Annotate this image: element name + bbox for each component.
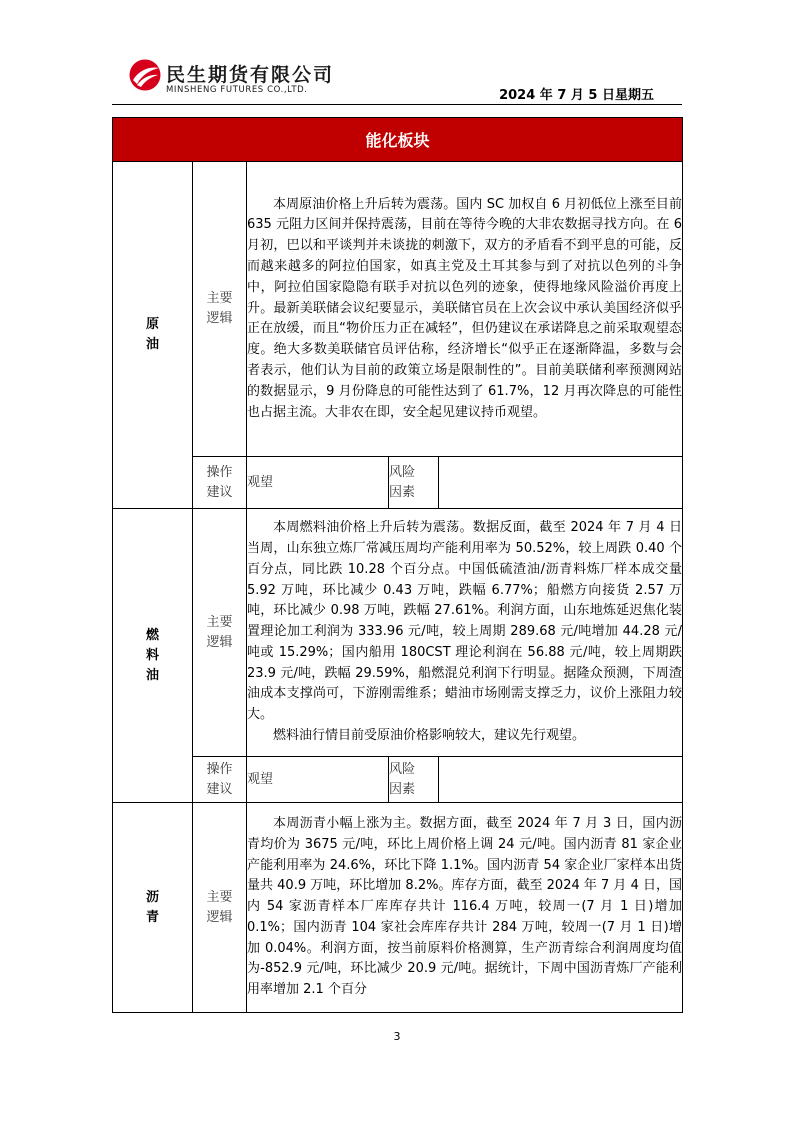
category-crude-oil xyxy=(113,162,193,509)
fuel-oil-operation: 观望 xyxy=(247,757,389,803)
category-label: 原油 xyxy=(145,317,159,352)
operation-label-text: 操作建议 xyxy=(206,464,233,500)
risk-label xyxy=(389,457,439,509)
logic-paragraph: 本周原油价格上升后转为震荡。国内 SC 加权自 6 月初低位上涨至目前 635 元阻力区间并保持震荡，目前在等待今晚的大非农数据寻找方向。在 6 月初，巴以和平谈判并未谈拢的刺激下，双方的矛盾看不到平息的可能，反而越来越多的阿拉伯国家，如真主党及土耳其参与到了对抗以色列的斗争中，阿拉伯国家隐隐有联手对抗以色列的迹象，使得地缘风险溢价再度上升。最新美联储会议纪要显示，美联储官员在上次会议中承认美国经济似乎正在放缓，而且“物价压力正在减轻”，但仍建议在承诺降息之前采取观望态度。绝大多数美联储官员评估称，经济增长“似乎正在逐渐降温，多数与会者表示，他们认为目前的政策立场是限制性的”。目前美联储利率预测网站的数据显示，9 月份降息的可能性达到了 61.7%，12 月再次降息的可能性也占据主流。大非农在即，安全起见建议持币观望。 xyxy=(247,196,683,420)
logic-label-text: 主要逻辑 xyxy=(206,614,233,650)
category-label: 沥青 xyxy=(145,889,159,925)
logic-label xyxy=(193,803,247,1013)
logic-label-text: 主要逻辑 xyxy=(206,291,233,326)
category-label: 燃料油 xyxy=(145,627,159,683)
page-number: 3 xyxy=(393,1030,401,1043)
operation-label xyxy=(193,457,247,509)
minsheng-logo-icon xyxy=(128,58,162,92)
section-title: 能化板块 xyxy=(113,118,683,162)
crude-oil-operation: 观望 xyxy=(247,457,389,509)
asphalt-logic xyxy=(247,803,683,1013)
fuel-oil-logic xyxy=(247,509,683,757)
risk-label-text: 风险因素 xyxy=(389,464,416,500)
logic-paragraph: 本周燃料油价格上升后转为震荡。数据反面，截至 2024 年 7 月 4 日当周，山东独立炼厂常减压周均产能利用率为 50.52%，较上周跌 0.40 个百分点，同比跌 10.28 个百分点。中国低硫渣油/沥青料炼厂样本成交量 5.92 万吨，环比减少 0.43 万吨，跌幅 6.77%；船燃方向接货 2.57 万吨，环比减少 0.98 万吨，跌幅 27.61%。利润方面，山东地炼延迟焦化装置理论加工利润为 333.96 元/吨，较上周期 289.68 元/吨增加 44.28 元/吨或 15.29%；国内船用 180CST 理论利润在 56.88 元/吨，较上周期跌 23.9 元/吨，跌幅 29.59%，船燃混兑利润下行明显。据隆众预测，下周渣油成本支撑尚可，下游刚需维系；蜡油市场刚需支撑乏力，议价上涨阻力较大。 xyxy=(247,520,683,723)
logic-label-text: 主要逻辑 xyxy=(206,889,233,925)
logo-english-name: MINSHENG FUTURES CO.,LTD. xyxy=(166,85,308,95)
operation-label xyxy=(193,757,247,803)
logic-paragraph: 本周沥青小幅上涨为主。数据方面，截至 2024 年 7 月 3 日，国内沥青均价为 3675 元/吨，环比上周价格上调 24 元/吨。国内沥青 81 家企业产能利用率为 24.6%，环比下降 1.1%。国内沥青 54 家企业厂家样本出货量共 40.9 万吨，环比增加 8.2%。库存方面，截至 2024 年 7 月 4 日，国内 54 家沥青样本厂库库存共计 116.4 万吨，较周一(7 月 1 日)增加 0.1%；国内沥青 104 家社会库库存共计 284 万吨，较周一(7 月 1 日)增加 0.04%。利润方面，按当前原料价格测算，生产沥青综合利润周度均值为-852.9 元/吨，环比减少 20.9 元/吨。据统计，下周中国沥青炼厂产能利用率增加 2.1 个百分 xyxy=(247,815,683,998)
report-date: 2024 年 7 月 5 日星期五 xyxy=(499,88,654,103)
logic-label xyxy=(193,509,247,757)
crude-oil-logic xyxy=(247,162,683,457)
logic-label xyxy=(193,162,247,457)
risk-label xyxy=(389,757,439,803)
risk-label-text: 风险因素 xyxy=(389,761,416,797)
company-logo xyxy=(128,58,368,100)
logo-chinese-name: 民生期货有限公司 xyxy=(166,64,335,86)
logic-paragraph: 燃料油行情目前受原油价格影响较大，建议先行观望。 xyxy=(273,728,586,744)
category-fuel-oil xyxy=(113,509,193,803)
fuel-oil-risk xyxy=(439,757,683,803)
crude-oil-risk xyxy=(439,457,683,509)
energy-chemical-table xyxy=(112,117,683,1013)
header-divider xyxy=(112,104,682,105)
category-asphalt xyxy=(113,803,193,1013)
operation-label-text: 操作建议 xyxy=(206,761,233,797)
